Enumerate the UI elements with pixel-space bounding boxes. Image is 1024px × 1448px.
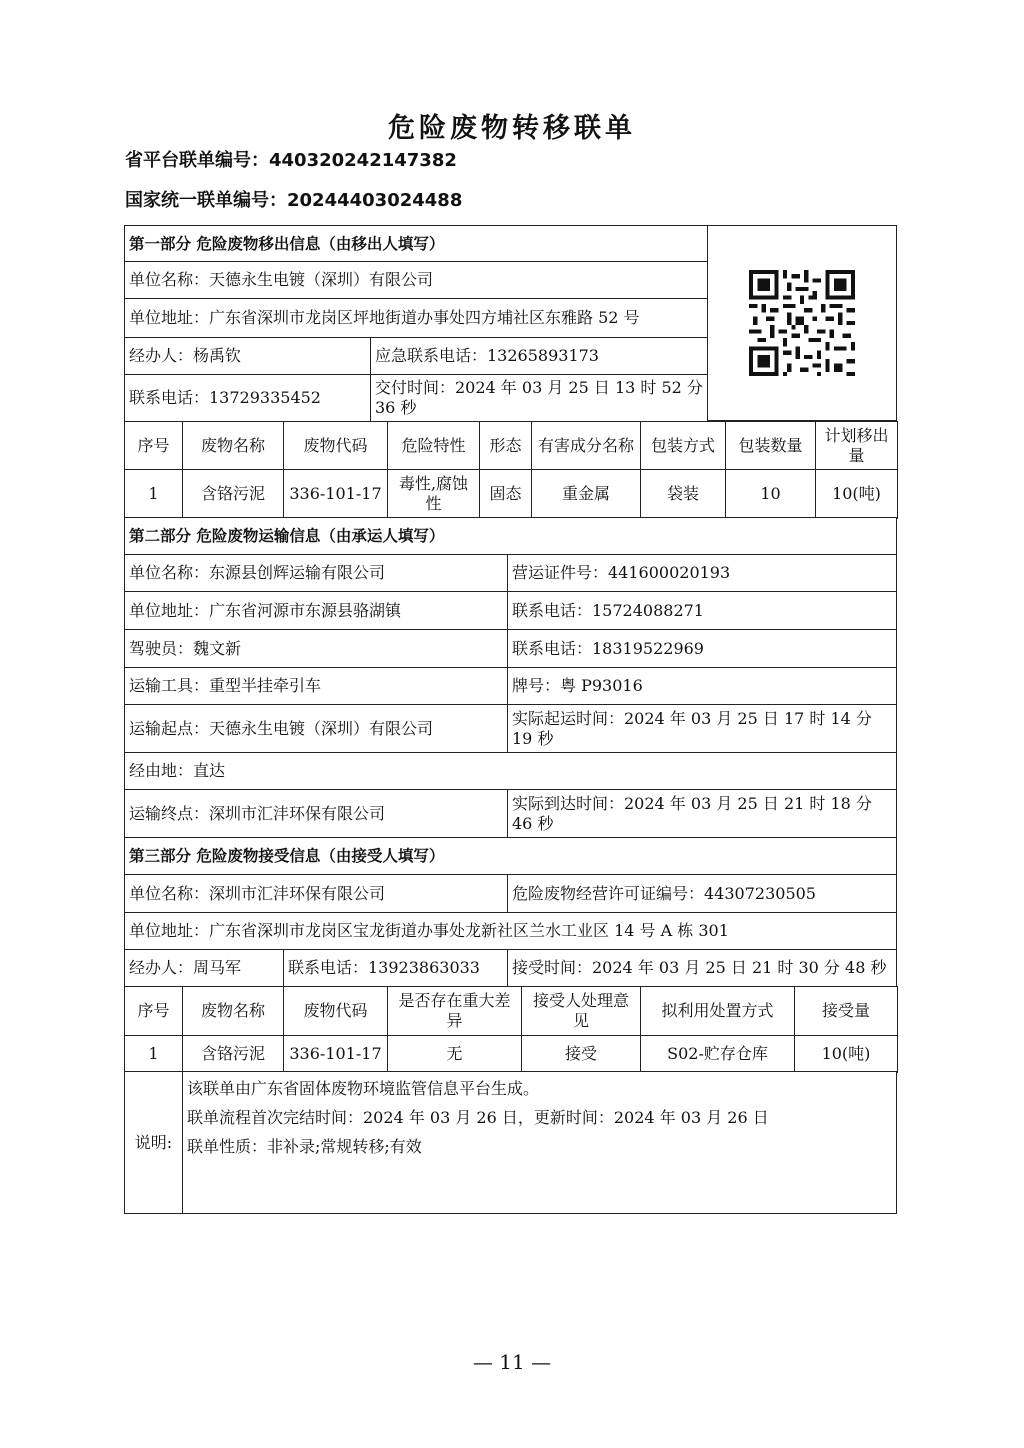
- part1-heading: 第一部分 危险废物移出信息（由移出人填写）: [124, 225, 708, 262]
- part1-table-row-cell: 1: [124, 469, 183, 519]
- part1-table-row-cell: 10(吨): [815, 469, 898, 519]
- part3-table-header-cell: 废物名称: [182, 986, 284, 1036]
- part2-vehicle: 运输工具：重型半挂牵引车: [124, 667, 508, 705]
- part3-table-row-cell: 1: [124, 1035, 183, 1073]
- part2-destination: 运输终点：深圳市汇沣环保有限公司: [124, 789, 508, 838]
- part3-table-header-cell: 序号: [124, 986, 183, 1036]
- part1-table-row-cell: 336-101-17: [283, 469, 388, 519]
- part1-table-header-cell: 废物名称: [182, 421, 284, 470]
- part2-unit-name: 单位名称：东源县创辉运输有限公司: [124, 554, 508, 592]
- part1-table-row-cell: 固态: [479, 469, 532, 519]
- part3-phone: 联系电话：13923863033: [283, 949, 508, 987]
- provincial-number-label: 省平台联单编号：: [125, 150, 269, 171]
- part1-emergency-phone: 应急联系电话：13265893173: [370, 337, 708, 375]
- part1-table-row-cell: 含铬污泥: [182, 469, 284, 519]
- part3-table-row-cell: 10(吨): [794, 1035, 898, 1073]
- part3-table-header-cell: 是否存在重大差异: [387, 986, 522, 1036]
- part3-heading: 第三部分 危险废物接受信息（由接受人填写）: [124, 837, 897, 875]
- part3-table-header-cell: 拟利用处置方式: [640, 986, 795, 1036]
- part3-table-header-cell: 接受量: [794, 986, 898, 1036]
- part3-receive-time: 接受时间：2024 年 03 月 25 日 21 时 30 分 48 秒: [507, 949, 897, 987]
- part1-table-row-cell: 10: [725, 469, 816, 519]
- part1-table-header-cell: 危险特性: [387, 421, 480, 470]
- part1-phone: 联系电话：13729335452: [124, 374, 371, 422]
- part2-phone2: 联系电话：18319522969: [507, 629, 897, 668]
- provincial-number: 440320242147382: [269, 150, 457, 171]
- part1-table-row-cell: 毒性,腐蚀性: [387, 469, 480, 519]
- page-number: — 11 —: [472, 1350, 552, 1374]
- part1-table-header-cell: 形态: [479, 421, 532, 470]
- document-title: 危险废物转移联单: [388, 113, 636, 144]
- national-number-label: 国家统一联单编号：: [125, 190, 287, 211]
- part2-origin: 运输起点：天德永生电镀（深圳）有限公司: [124, 704, 508, 753]
- part3-table-row-cell: 含铬污泥: [182, 1035, 284, 1073]
- part1-handler: 经办人：杨禹钦: [124, 337, 371, 375]
- part3-table-row-cell: 接受: [521, 1035, 641, 1073]
- part1-table-header-cell: 包装方式: [640, 421, 726, 470]
- part3-table-row-cell: 无: [387, 1035, 522, 1073]
- part1-delivery-time: 交付时间：2024 年 03 月 25 日 13 时 52 分 36 秒: [370, 374, 708, 422]
- part3-table-row-cell: S02-贮存仓库: [640, 1035, 795, 1073]
- part2-permit: 营运证件号：441600020193: [507, 554, 897, 592]
- part2-driver: 驾驶员：魏文新: [124, 629, 508, 668]
- part1-table-row-cell: 重金属: [531, 469, 641, 519]
- part1-table-header-cell: 有害成分名称: [531, 421, 641, 470]
- part1-unit-address: 单位地址：广东省深圳市龙岗区坪地街道办事处四方埔社区东雅路 52 号: [124, 298, 708, 338]
- part3-unit-name: 单位名称：深圳市汇沣环保有限公司: [124, 874, 508, 913]
- part3-table-header-cell: 接受人处理意见: [521, 986, 641, 1036]
- national-number-line: [125, 186, 462, 212]
- part2-unit-address: 单位地址：广东省河源市东源县骆湖镇: [124, 591, 508, 630]
- notes-line3: 联单性质：非补录;常规转移;有效: [187, 1137, 422, 1156]
- part3-handler: 经办人：周马军: [124, 949, 284, 987]
- part1-table-header-cell: 计划移出量: [815, 421, 898, 470]
- notes-content: [182, 1071, 897, 1214]
- part2-arrive-time: 实际到达时间：2024 年 03 月 25 日 21 时 18 分 46 秒: [507, 789, 897, 838]
- notes-line2: 联单流程首次完结时间：2024 年 03 月 26 日，更新时间：2024 年 03 月 26 日: [187, 1108, 769, 1127]
- part1-unit-name: 单位名称：天德永生电镀（深圳）有限公司: [124, 261, 708, 299]
- part1-table-header-cell: 废物代码: [283, 421, 388, 470]
- part3-unit-address: 单位地址：广东省深圳市龙岗区宝龙街道办事处龙新社区兰水工业区 14 号 A 栋 301: [124, 912, 897, 950]
- part2-plate: 牌号：粤 P93016: [507, 667, 897, 705]
- part3-table-row-cell: 336-101-17: [283, 1035, 388, 1073]
- part2-route: 经由地：直达: [124, 752, 897, 790]
- part2-heading: 第二部分 危险废物运输信息（由承运人填写）: [124, 517, 897, 555]
- part2-depart-time: 实际起运时间：2024 年 03 月 25 日 17 时 14 分 19 秒: [507, 704, 897, 753]
- part1-table-header-cell: 包装数量: [725, 421, 816, 470]
- provincial-number-line: [125, 146, 457, 172]
- part2-phone1: 联系电话：15724088271: [507, 591, 897, 630]
- notes-label: 说明:: [124, 1071, 183, 1214]
- part1-table-row-cell: 袋装: [640, 469, 726, 519]
- part3-license: 危险废物经营许可证编号：44307230505: [507, 874, 897, 913]
- qr-code-icon: [749, 270, 855, 376]
- part3-table-header-cell: 废物代码: [283, 986, 388, 1036]
- part1-table-header-cell: 序号: [124, 421, 183, 470]
- national-number: 20244403024488: [287, 190, 463, 211]
- notes-line1: 该联单由广东省固体废物环境监管信息平台生成。: [187, 1079, 540, 1098]
